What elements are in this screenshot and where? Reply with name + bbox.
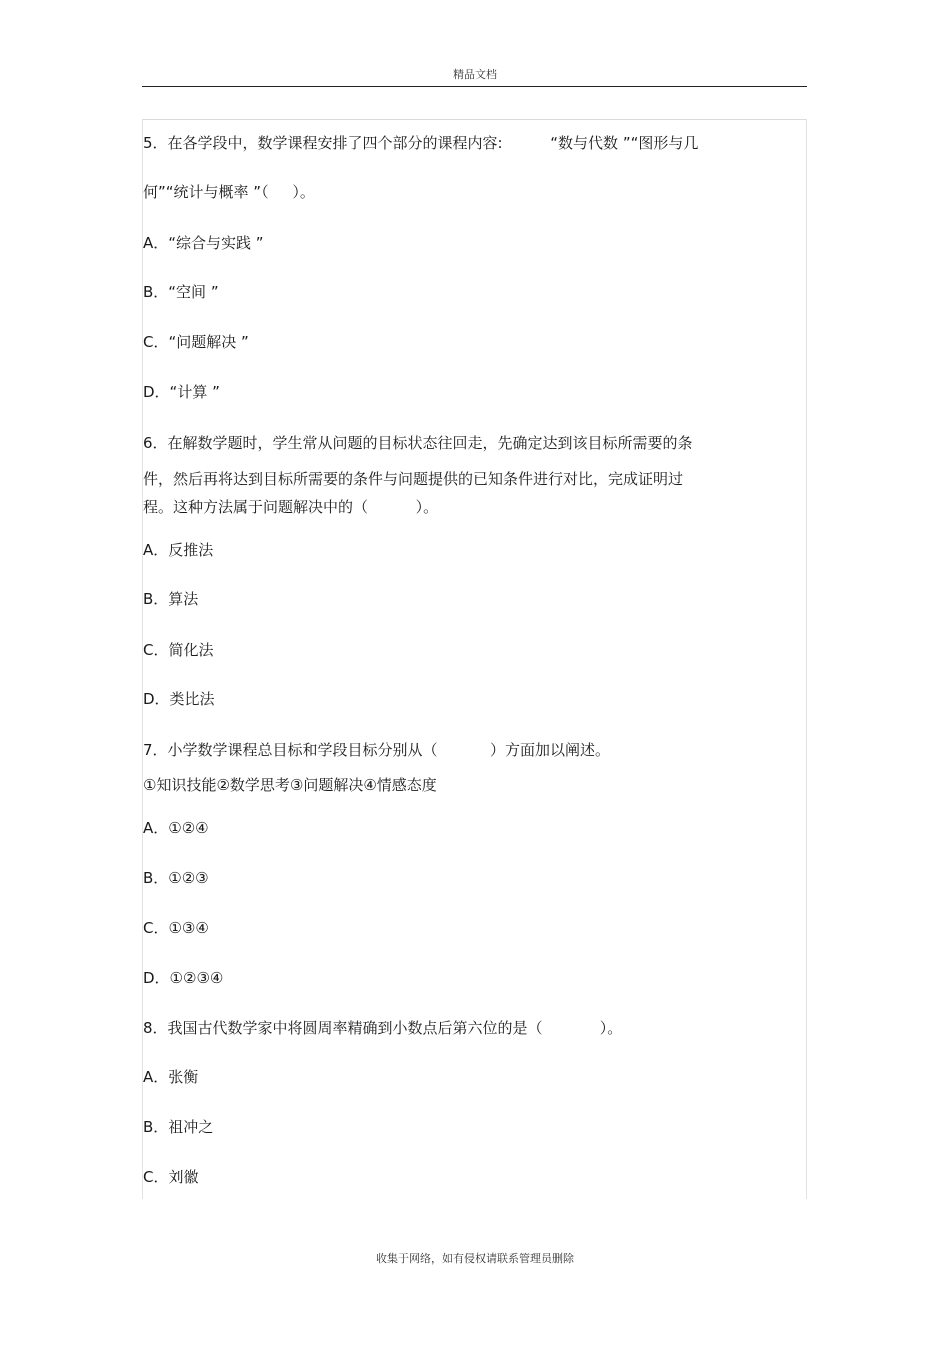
question-8-option-c: C．刘徽 <box>143 1168 199 1186</box>
question-5-stem-line-1: 5．在各学段中，数学课程安排了四个部分的课程内容: “数与代数 ”“图形与几 <box>143 134 699 152</box>
question-6-stem-line-1: 6．在解数学题时，学生常从问题的目标状态往回走，先确定达到该目标所需要的条 <box>143 434 693 452</box>
question-6-stem-line-2: 件，然后再将达到目标所需要的条件与问题提供的已知条件进行对比，完成证明过 <box>143 470 684 488</box>
question-8-stem-line-1: 8．我国古代数学家中将圆周率精确到小数点后第六位的是（ ）。 <box>143 1019 623 1037</box>
header-rule <box>142 86 807 87</box>
question-7-stem-line-1: 7．小学数学课程总目标和学段目标分别从（ ）方面加以阐述。 <box>143 741 610 759</box>
question-5-option-c: C．“问题解决 ” <box>143 333 249 351</box>
page-header: 精品文档 <box>453 68 497 81</box>
question-6-option-a: A．反推法 <box>143 541 214 559</box>
question-6-stem-line-3: 程。这种方法属于问题解决中的（ ）。 <box>143 498 439 516</box>
question-7-option-a: A．①②④ <box>143 819 209 837</box>
question-5-option-d: D．“计算 ” <box>143 383 220 401</box>
question-8-option-b: B．祖冲之 <box>143 1118 214 1136</box>
question-5-option-a: A．“综合与实践 ” <box>143 234 264 252</box>
page-footer: 收集于网络，如有侵权请联系管理员删除 <box>376 1252 574 1265</box>
question-6-option-b: B．算法 <box>143 590 199 608</box>
question-5-stem-line-2: 何”“统计与概率 ”（ ）。 <box>143 183 315 201</box>
frame-top-border <box>142 119 807 120</box>
question-8-option-a: A．张衡 <box>143 1068 199 1086</box>
question-7-option-d: D．①②③④ <box>143 969 224 987</box>
question-7-option-c: C．①③④ <box>143 919 209 937</box>
frame-right-border <box>806 119 807 1199</box>
question-6-option-c: C．简化法 <box>143 641 214 659</box>
question-7-stem-line-2: ①知识技能②数学思考③问题解决④情感态度 <box>143 776 437 794</box>
question-7-option-b: B．①②③ <box>143 869 209 887</box>
question-6-option-d: D．类比法 <box>143 690 215 708</box>
question-5-option-b: B．“空间 ” <box>143 283 219 301</box>
